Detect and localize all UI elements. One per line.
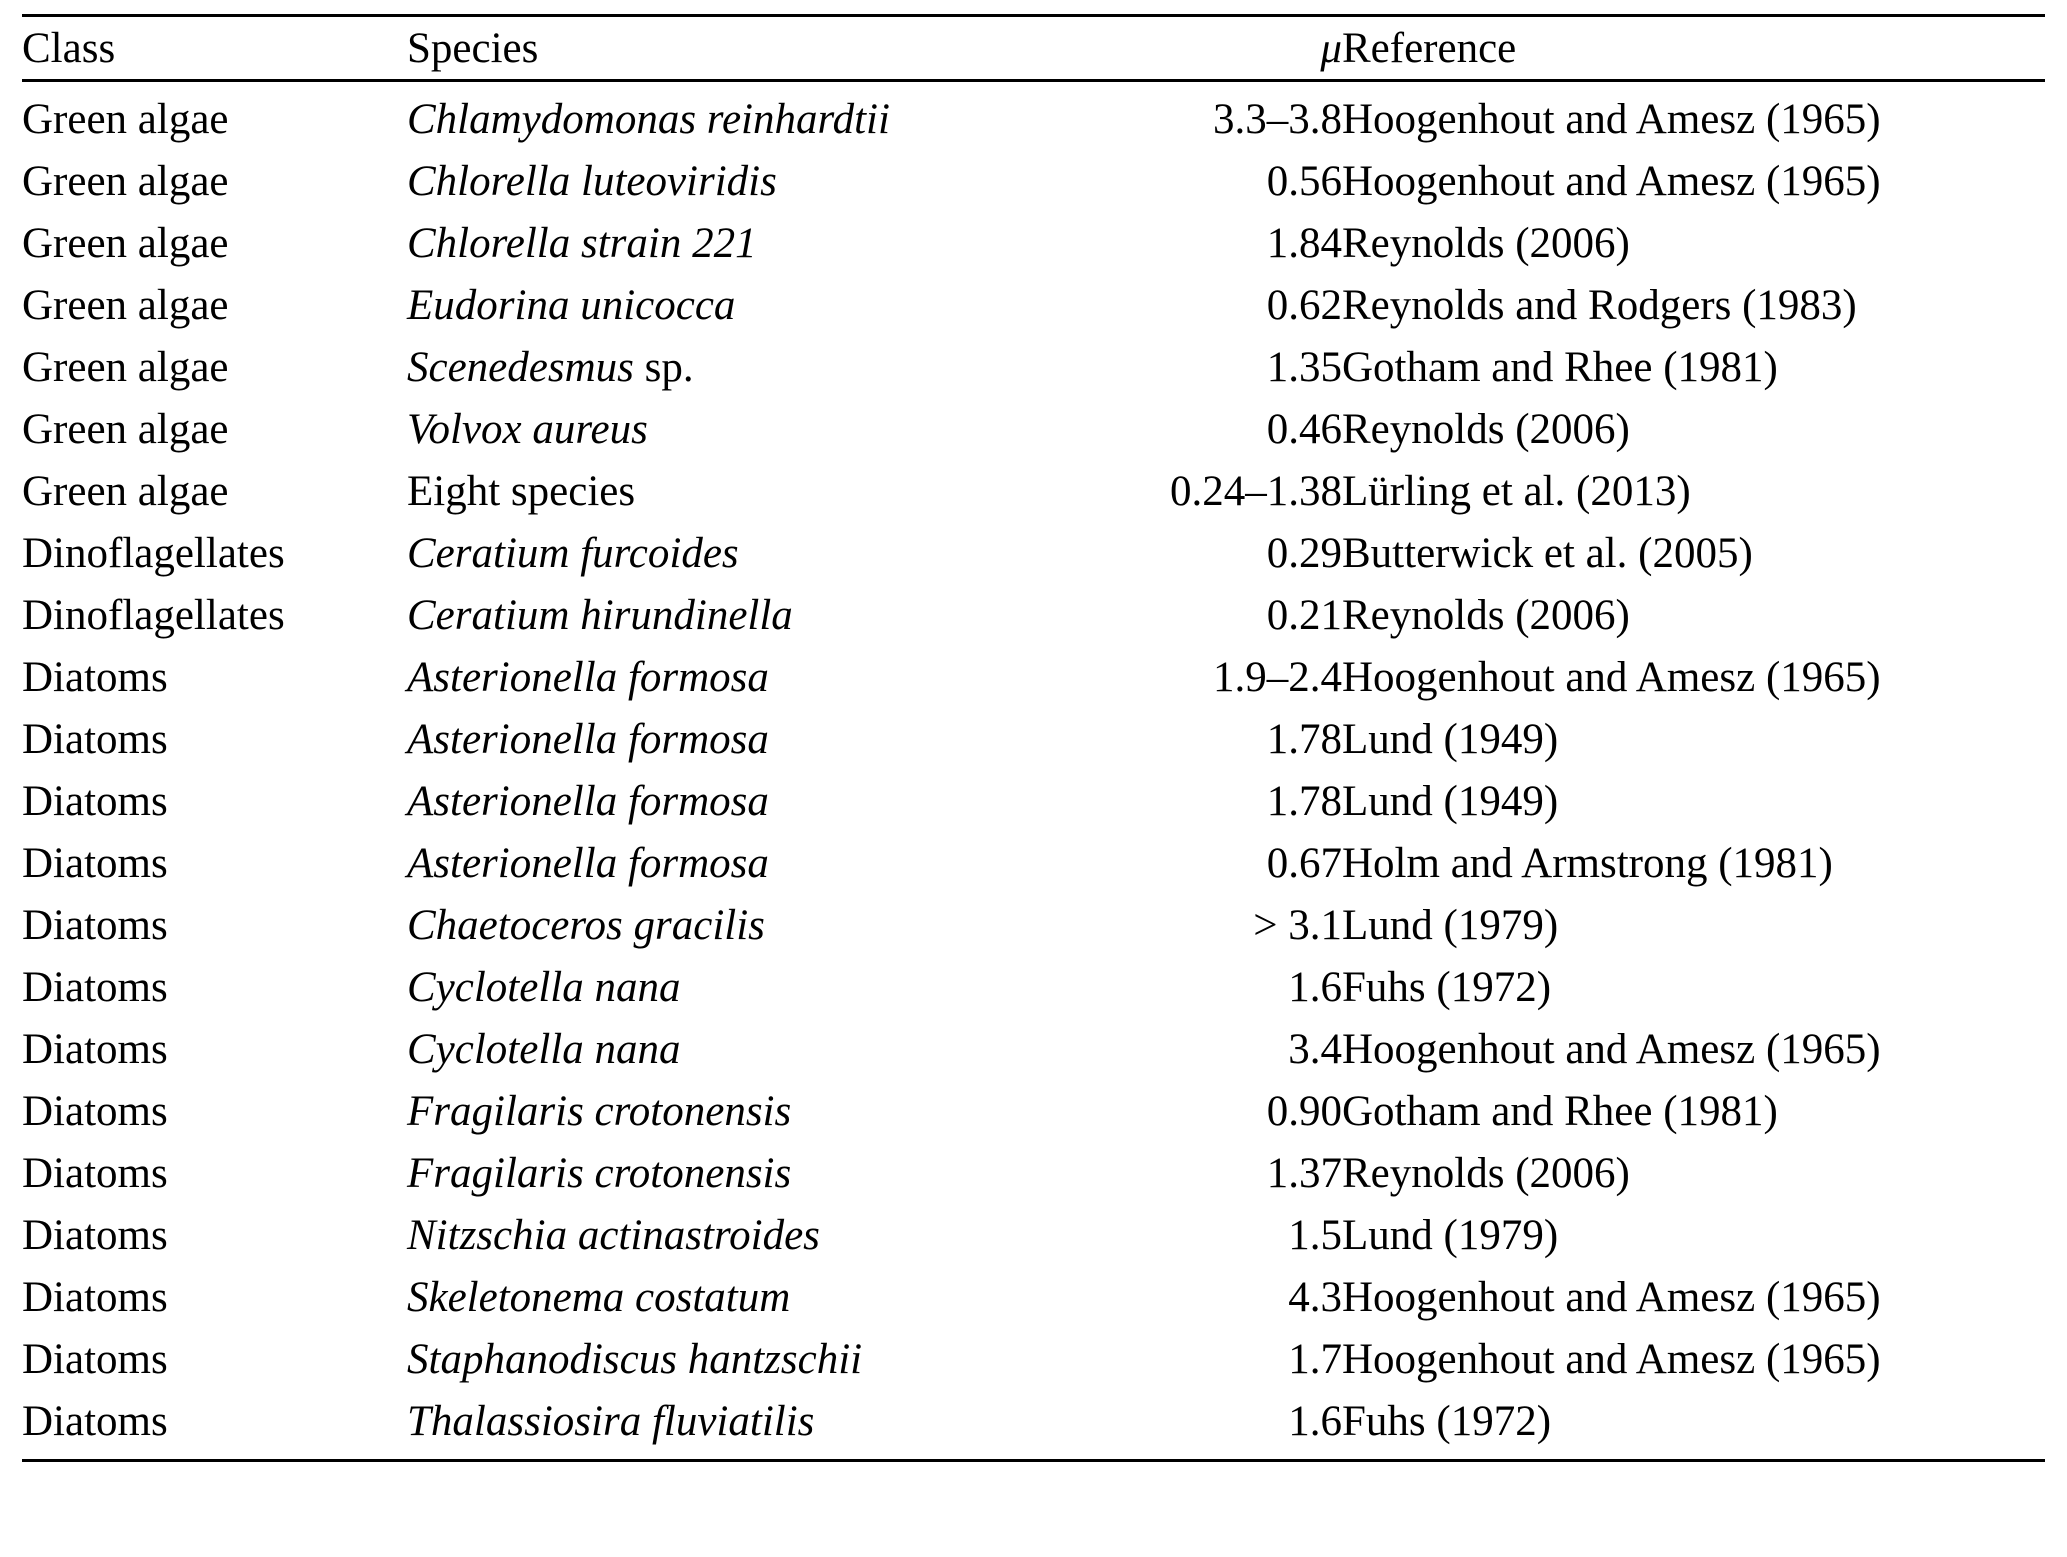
cell-growth-rate: 3.3–3.8 [1213,96,1342,143]
cell-class: Diatoms [22,964,168,1011]
cell-growth-rate: 0.62 [1266,282,1342,329]
cell-class: Diatoms [22,1274,168,1321]
cell-growth-rate: 0.46 [1266,406,1342,453]
table-row [22,399,2045,461]
cell-class: Diatoms [22,1398,168,1445]
table-row [22,957,2045,1019]
species-name: Chlorella luteoviridis [407,158,777,205]
species-name: Eight species [407,468,636,515]
species-name: Eudorina unicocca [407,282,736,329]
species-name: Thalassiosira fluviatilis [407,1398,815,1445]
cell-species [407,1391,1107,1460]
table-row [22,1205,2045,1267]
table-row [22,1329,2045,1391]
cell-reference: Fuhs (1972) [1342,1398,1552,1445]
cell-class: Green algae [22,406,229,453]
cell-growth-rate: 1.84 [1266,220,1342,267]
cell-growth-rate: 0.21 [1266,592,1342,639]
species-name: Asterionella formosa [407,654,769,701]
table-bottom-rule [22,1459,2045,1462]
growth-rate-table [22,17,2045,1459]
cell-species [407,647,1107,709]
cell-growth-rate: 1.78 [1266,716,1342,763]
cell-growth-rate: 1.5 [1288,1212,1342,1259]
cell-growth-rate: 0.56 [1266,158,1342,205]
cell-reference: Reynolds (2006) [1342,220,1630,267]
cell-species [407,1019,1107,1081]
cell-species [407,1143,1107,1205]
cell-reference: Reynolds (2006) [1342,1150,1630,1197]
table-body [22,81,2045,1460]
table-row [22,523,2045,585]
table-row [22,1143,2045,1205]
table-row [22,151,2045,213]
cell-growth-rate: 1.37 [1266,1150,1342,1197]
cell-species [407,399,1107,461]
column-header-class: Class [22,24,116,72]
species-name: Fragilaris crotonensis [407,1150,792,1197]
table-row [22,81,2045,151]
cell-species [407,895,1107,957]
species-name: Staphanodiscus hantzschii [407,1336,863,1383]
table-row [22,1267,2045,1329]
table-row [22,585,2045,647]
cell-growth-rate: 4.3 [1288,1274,1342,1321]
cell-reference: Holm and Armstrong (1981) [1342,840,1833,887]
species-name: Cyclotella nana [407,964,681,1011]
cell-growth-rate: 1.6 [1288,964,1342,1011]
cell-species [407,1267,1107,1329]
cell-growth-rate: 3.4 [1288,1026,1342,1073]
cell-growth-rate: 1.35 [1266,344,1342,391]
table-row [22,1391,2045,1460]
cell-class: Diatoms [22,1026,168,1073]
species-name: Chlamydomonas reinhardtii [407,96,890,143]
cell-growth-rate: 0.67 [1266,840,1342,887]
species-qualifier: sp. [633,344,694,391]
cell-class: Diatoms [22,778,168,825]
cell-class: Diatoms [22,1212,168,1259]
table-row [22,1081,2045,1143]
cell-class: Diatoms [22,654,168,701]
cell-growth-rate: 0.90 [1266,1088,1342,1135]
cell-reference: Lund (1949) [1342,778,1559,825]
cell-reference: Gotham and Rhee (1981) [1342,344,1778,391]
table-row [22,461,2045,523]
cell-species [407,957,1107,1019]
cell-reference: Hoogenhout and Amesz (1965) [1342,1026,1881,1073]
cell-reference: Hoogenhout and Amesz (1965) [1342,158,1881,205]
table-row [22,771,2045,833]
column-header-species: Species [407,24,539,72]
species-name: Skeletonema costatum [407,1274,791,1321]
species-name: Ceratium hirundinella [407,592,793,639]
species-genus: Scenedesmus [407,344,634,391]
table-row [22,275,2045,337]
species-name: Fragilaris crotonensis [407,1088,792,1135]
table-row [22,647,2045,709]
cell-species [407,275,1107,337]
cell-species [407,1329,1107,1391]
table-row [22,895,2045,957]
cell-class: Green algae [22,220,229,267]
cell-class: Dinoflagellates [22,530,285,577]
cell-species [407,213,1107,275]
cell-species [407,151,1107,213]
cell-class: Green algae [22,468,229,515]
cell-class: Green algae [22,344,229,391]
cell-reference: Reynolds (2006) [1342,406,1630,453]
cell-class: Dinoflagellates [22,592,285,639]
cell-growth-rate: 0.24–1.38 [1170,468,1342,515]
cell-reference: Reynolds and Rodgers (1983) [1342,282,1857,329]
table-row [22,1019,2045,1081]
species-name: Nitzschia actinastroides [407,1212,820,1259]
cell-reference: Reynolds (2006) [1342,592,1630,639]
column-header-reference: Reference [1342,24,1517,72]
table-row [22,213,2045,275]
species-name: Chaetoceros gracilis [407,902,765,949]
cell-species [407,833,1107,895]
cell-growth-rate: 1.9–2.4 [1213,654,1342,701]
cell-growth-rate: > 3.1 [1253,902,1342,949]
cell-class: Green algae [22,96,229,143]
column-header-mu: μ [1320,24,1342,72]
species-name: Asterionella formosa [407,840,769,887]
species-name: Ceratium furcoides [407,530,739,577]
cell-class: Diatoms [22,1150,168,1197]
cell-species [407,461,1107,523]
cell-reference: Lund (1979) [1342,1212,1559,1259]
species-name: Asterionella formosa [407,716,769,763]
species-name: Asterionella formosa [407,778,769,825]
cell-growth-rate: 1.7 [1288,1336,1342,1383]
cell-class: Diatoms [22,716,168,763]
cell-species [407,523,1107,585]
cell-reference: Lund (1949) [1342,716,1559,763]
cell-reference: Hoogenhout and Amesz (1965) [1342,1336,1881,1383]
cell-growth-rate: 0.29 [1266,530,1342,577]
cell-species [407,81,1107,151]
cell-growth-rate: 1.78 [1266,778,1342,825]
cell-reference: Hoogenhout and Amesz (1965) [1342,654,1881,701]
cell-reference: Lürling et al. (2013) [1342,468,1691,515]
cell-reference: Gotham and Rhee (1981) [1342,1088,1778,1135]
table-header [22,17,2045,81]
cell-class: Diatoms [22,1336,168,1383]
cell-species [407,1081,1107,1143]
cell-species [407,585,1107,647]
species-name: Volvox aureus [407,406,648,453]
table-row [22,833,2045,895]
cell-class: Diatoms [22,1088,168,1135]
cell-species [407,337,1107,399]
cell-reference: Fuhs (1972) [1342,964,1552,1011]
cell-species [407,1205,1107,1267]
cell-class: Diatoms [22,840,168,887]
cell-species [407,771,1107,833]
species-name: Cyclotella nana [407,1026,681,1073]
cell-species [407,709,1107,771]
cell-reference: Lund (1979) [1342,902,1559,949]
table-row [22,337,2045,399]
cell-reference: Butterwick et al. (2005) [1342,530,1753,577]
cell-class: Green algae [22,158,229,205]
table-header-row [22,17,2045,81]
cell-growth-rate: 1.6 [1288,1398,1342,1445]
cell-reference: Hoogenhout and Amesz (1965) [1342,1274,1881,1321]
table-row [22,709,2045,771]
species-name: Chlorella strain 221 [407,220,757,267]
cell-class: Diatoms [22,902,168,949]
cell-class: Green algae [22,282,229,329]
cell-reference: Hoogenhout and Amesz (1965) [1342,96,1881,143]
